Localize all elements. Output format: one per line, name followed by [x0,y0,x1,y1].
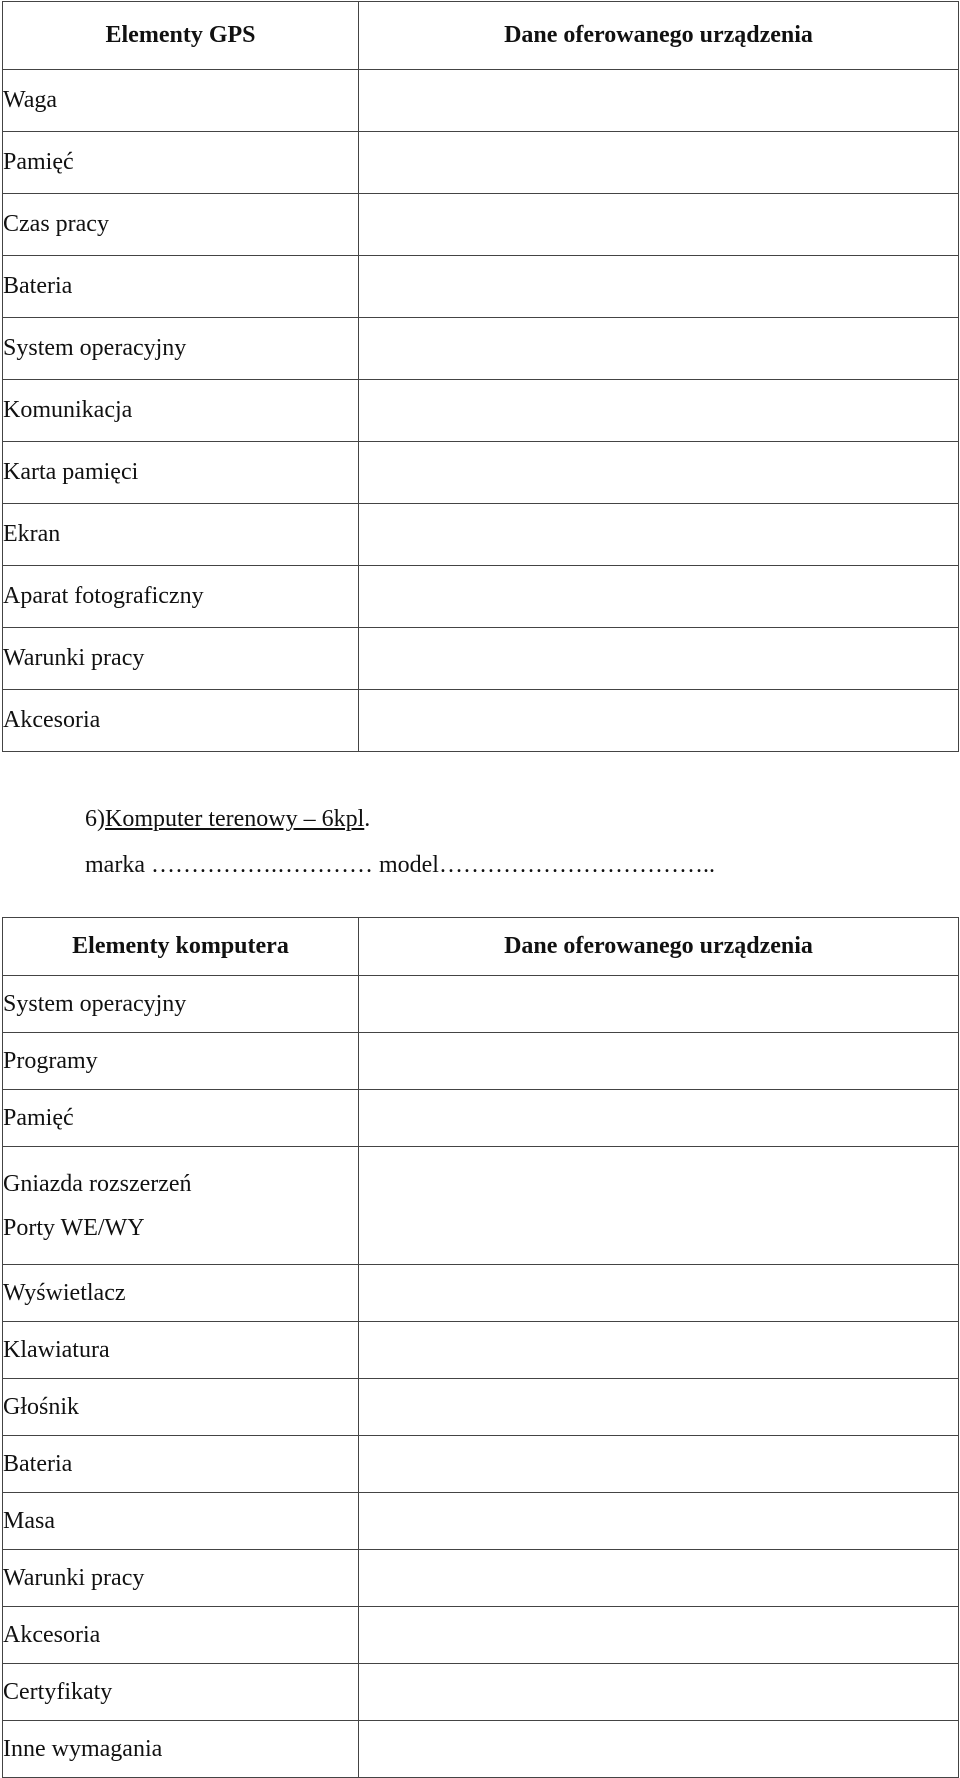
table-row [3,132,959,194]
section-title: Komputer terenowy – 6kpl [105,806,365,832]
table-row [3,504,959,566]
pc-value-cell[interactable] [359,1033,959,1090]
gps-header-elements: Elementy GPS [3,2,359,70]
table-row [3,690,959,752]
gps-value-cell[interactable] [359,132,959,194]
table-row [3,1436,959,1493]
gps-row-label: Czas pracy [3,194,359,256]
table-row [3,1147,959,1265]
gps-row-label: Bateria [3,256,359,318]
pc-row-label: Inne wymagania [3,1721,359,1778]
table-row [3,1090,959,1147]
pc-row-label: Pamięć [3,1090,359,1147]
table-row [3,628,959,690]
pc-value-cell[interactable] [359,1607,959,1664]
table-row [3,318,959,380]
gps-header-offered-data: Dane oferowanego urządzenia [359,2,959,70]
pc-row-label: Masa [3,1493,359,1550]
pc-row-label-group [3,1147,359,1265]
pc-value-cell[interactable] [359,1147,959,1265]
gps-value-cell[interactable] [359,628,959,690]
gps-value-cell[interactable] [359,194,959,256]
table-row [3,1721,959,1778]
table-row [3,566,959,628]
table-row [3,1322,959,1379]
gps-value-cell[interactable] [359,566,959,628]
pc-row-label: Akcesoria [3,1607,359,1664]
pc-row-label: Klawiatura [3,1322,359,1379]
gps-value-cell[interactable] [359,504,959,566]
pc-value-cell[interactable] [359,1550,959,1607]
pc-row-label: Porty WE/WY [3,1214,145,1241]
section-number: 6) [85,806,105,832]
gps-value-cell[interactable] [359,442,959,504]
gps-value-cell[interactable] [359,690,959,752]
table-row [3,1664,959,1721]
pc-row-label: Głośnik [3,1379,359,1436]
gps-header-row [3,2,959,70]
pc-row-label: Gniazda rozszerzeń [3,1170,192,1197]
table-row [3,70,959,132]
section-title-end: . [364,806,371,832]
brand-model-line: marka …………….………… model…………………………….. [85,852,715,878]
table-row [3,442,959,504]
gps-row-label: Warunki pracy [3,628,359,690]
pc-value-cell[interactable] [359,1322,959,1379]
computer-spec-table [2,917,959,1778]
pc-value-cell[interactable] [359,1379,959,1436]
table-row [3,976,959,1033]
pc-row-label: Certyfikaty [3,1664,359,1721]
gps-value-cell[interactable] [359,318,959,380]
gps-row-label: Pamięć [3,132,359,194]
pc-value-cell[interactable] [359,1436,959,1493]
gps-row-label: System operacyjny [3,318,359,380]
gps-row-label: Ekran [3,504,359,566]
gps-value-cell[interactable] [359,70,959,132]
gps-row-label: Waga [3,70,359,132]
gps-row-label: Komunikacja [3,380,359,442]
gps-row-label: Karta pamięci [3,442,359,504]
pc-header-elements: Elementy komputera [3,918,359,976]
gps-row-label: Akcesoria [3,690,359,752]
table-row [3,1033,959,1090]
pc-row-label: Programy [3,1033,359,1090]
pc-value-cell[interactable] [359,1265,959,1322]
table-row [3,256,959,318]
gps-row-label: Aparat fotograficzny [3,566,359,628]
table-row [3,194,959,256]
pc-value-cell[interactable] [359,1664,959,1721]
pc-value-cell[interactable] [359,1090,959,1147]
gps-value-cell[interactable] [359,380,959,442]
gps-value-cell[interactable] [359,256,959,318]
pc-row-label: System operacyjny [3,976,359,1033]
pc-header-offered-data: Dane oferowanego urządzenia [359,918,959,976]
table-row [3,1265,959,1322]
pc-value-cell[interactable] [359,976,959,1033]
pc-value-cell[interactable] [359,1493,959,1550]
table-row [3,1550,959,1607]
table-row [3,1607,959,1664]
pc-row-label: Warunki pracy [3,1550,359,1607]
gps-spec-table [2,1,959,752]
pc-value-cell[interactable] [359,1721,959,1778]
section-heading [85,806,370,833]
table-row [3,1493,959,1550]
pc-header-row [3,918,959,976]
pc-row-label: Bateria [3,1436,359,1493]
table-row [3,1379,959,1436]
pc-row-label: Wyświetlacz [3,1265,359,1322]
table-row [3,380,959,442]
